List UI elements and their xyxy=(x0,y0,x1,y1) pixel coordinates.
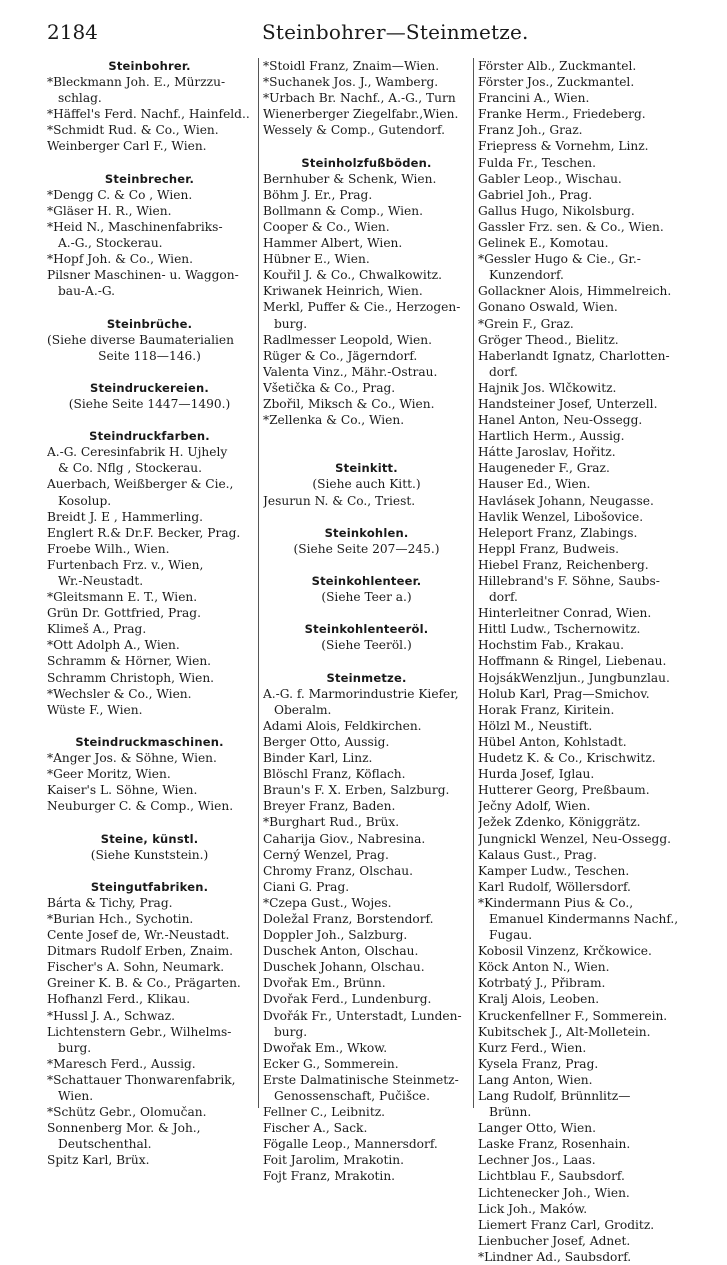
directory-entry: Kriwanek Heinrich, Wien. xyxy=(263,284,423,299)
directory-entry: (Siehe diverse Baumaterialien xyxy=(47,332,234,347)
directory-entry: Ježek Zdenko, Königgrätz. xyxy=(478,815,641,830)
section-heading: Steinmetze. xyxy=(326,670,407,685)
directory-entry: *Grein F., Graz. xyxy=(478,316,574,331)
section-heading: Steinbrecher. xyxy=(104,171,195,186)
directory-entry: Zbořil, Miksch & Co., Wien. xyxy=(263,396,435,411)
entry-continuation: burg. xyxy=(274,1024,308,1039)
directory-entry: Dwořak Em., Wkow. xyxy=(263,1040,388,1055)
directory-entry: *Gläser H. R., Wien. xyxy=(47,203,172,218)
directory-entry: A.-G. f. Marmorindustrie Kiefer, xyxy=(263,686,459,701)
directory-entry: Fellner C., Leibnitz. xyxy=(263,1105,386,1120)
entry-continuation: A.-G., Stockerau. xyxy=(58,236,163,251)
directory-entry: *Zellenka & Co., Wien. xyxy=(263,413,405,428)
directory-entry: Friepress & Vornehm, Linz. xyxy=(478,139,649,154)
directory-entry: Kruckenfellner F., Sommerein. xyxy=(478,1008,668,1023)
directory-entry: Cerný Wenzel, Prag. xyxy=(263,847,389,862)
section-heading: Steinbohrer. xyxy=(108,59,191,73)
directory-entry: Lichtblau F., Saubsdorf. xyxy=(478,1169,625,1184)
directory-entry: Kralj Alois, Leoben. xyxy=(478,992,600,1007)
directory-entry: Haugeneder F., Graz. xyxy=(478,461,610,476)
directory-entry: Hauser Ed., Wien. xyxy=(478,477,591,492)
directory-entry: Blöschl Franz, Köflach. xyxy=(263,767,406,782)
directory-entry: Hátte Jaroslav, Hořitz. xyxy=(478,445,616,460)
entry-continuation: Emanuel Kindermanns Nachf., xyxy=(489,911,679,926)
entry-continuation: bau-A.-G. xyxy=(58,284,116,299)
directory-entry: Spitz Karl, Brüx. xyxy=(47,1153,150,1168)
directory-entry: Gröger Theod., Bielitz. xyxy=(478,332,619,347)
directory-entry: *Häffel's Ferd. Nachf., Hainfeld.. xyxy=(47,107,250,122)
directory-entry: Cente Josef de, Wr.-Neustadt. xyxy=(47,928,230,943)
directory-entry: Kurz Ferd., Wien. xyxy=(478,1040,587,1055)
directory-entry: Fischer's A. Sohn, Neumark. xyxy=(47,960,225,975)
directory-entry: Dvořak Ferd., Lundenburg. xyxy=(263,992,432,1007)
directory-entry: Breidt J. E , Hammerling. xyxy=(47,509,204,524)
directory-entry: A.-G. Ceresinfabrik H. Ujhely xyxy=(47,445,228,460)
directory-entry: Ječny Adolf, Wien. xyxy=(478,799,591,814)
section-heading: Steingutfabriken. xyxy=(90,879,209,894)
directory-entry: Förster Jos., Zuckmantel. xyxy=(478,75,635,90)
page-title: Steinbohrer—Steinmetze. xyxy=(262,20,529,44)
directory-entry: Hillebrand's F. Söhne, Saubs- xyxy=(478,574,660,588)
directory-entry: *Anger Jos. & Söhne, Wien. xyxy=(47,751,217,766)
directory-entry: Hajnik Jos. Wlčkowitz. xyxy=(478,380,617,395)
directory-entry: Gonano Oswald, Wien. xyxy=(478,300,618,315)
directory-entry: Förster Alb., Zuckmantel. xyxy=(478,59,637,73)
spacer xyxy=(47,718,252,734)
directory-entry: Horak Franz, Kiritein. xyxy=(478,702,615,717)
spacer xyxy=(47,155,252,171)
column-right xyxy=(478,58,683,1265)
directory-entry: Hinterleitner Conrad, Wien. xyxy=(478,606,652,621)
column-middle xyxy=(263,58,470,1185)
directory-entry: Langer Otto, Wien. xyxy=(478,1121,596,1136)
directory-entry: Gabriel Joh., Prag. xyxy=(478,187,593,202)
cross-reference: (Siehe Teeröl.) xyxy=(321,638,412,653)
directory-entry: *Burian Hch., Sychotin. xyxy=(47,911,194,926)
directory-entry: Caharija Giov., Nabresina. xyxy=(263,831,426,846)
directory-entry: *Heid N., Maschinenfabriks- xyxy=(47,219,223,234)
entry-continuation: Wien. xyxy=(58,1089,94,1103)
directory-entry: *Kindermann Pius & Co., xyxy=(478,895,634,910)
directory-entry: Gelinek E., Komotau. xyxy=(478,236,609,251)
directory-entry: Kotrbatý J., Přibram. xyxy=(478,976,606,991)
directory-entry: Kamper Ludw., Teschen. xyxy=(478,863,630,878)
directory-entry: Erste Dalmatinische Steinmetz- xyxy=(263,1072,459,1087)
directory-entry: Heppl Franz, Budweis. xyxy=(478,541,620,556)
directory-entry: Auerbach, Weißberger & Cie., xyxy=(47,477,234,492)
directory-entry: Hoffmann & Ringel, Liebenau. xyxy=(478,654,667,669)
directory-entry: Lang Rudolf, Brünnlitz— xyxy=(478,1089,631,1103)
directory-entry: Ditmars Rudolf Erben, Znaim. xyxy=(47,944,234,959)
page-header xyxy=(0,20,727,46)
directory-entry: Hartlich Herm., Aussig. xyxy=(478,429,625,444)
entry-continuation: & Co. Nflg , Stockerau. xyxy=(58,461,202,476)
directory-entry: Berger Otto, Aussig. xyxy=(263,734,390,749)
cross-reference: (Siehe Kunststein.) xyxy=(90,847,209,862)
directory-entry: Karl Rudolf, Wöllersdorf. xyxy=(478,879,631,894)
entry-continuation: burg. xyxy=(274,316,308,331)
directory-entry: Ecker G., Sommerein. xyxy=(263,1056,399,1071)
spacer xyxy=(263,557,470,573)
directory-entry: Lechner Jos., Laas. xyxy=(478,1153,596,1168)
directory-entry: Jesurun N. & Co., Triest. xyxy=(263,493,416,508)
directory-entry: Kobosil Vinzenz, Krčkowice. xyxy=(478,944,652,959)
directory-entry: Rüger & Co., Jägerndorf. xyxy=(263,348,418,363)
directory-entry: *Schattauer Thonwarenfabrik, xyxy=(47,1072,236,1087)
directory-entry: *Maresch Ferd., Aussig. xyxy=(47,1056,196,1071)
directory-entry: *Hopf Joh. & Co., Wien. xyxy=(47,252,194,267)
entry-continuation: Fugau. xyxy=(489,928,533,943)
directory-entry: Hudetz K. & Co., Krischwitz. xyxy=(478,751,656,766)
directory-entry: Valenta Vinz., Mähr.-Ostrau. xyxy=(263,364,438,379)
directory-entry: Chromy Franz, Olschau. xyxy=(263,863,414,878)
directory-entry: Breyer Franz, Baden. xyxy=(263,799,396,814)
directory-entry: Hurda Josef, Iglau. xyxy=(478,767,595,782)
directory-entry: Gollackner Alois, Himmelreich. xyxy=(478,284,672,299)
directory-entry: Gabler Leop., Wischau. xyxy=(478,171,622,186)
directory-entry: Neuburger C. & Comp., Wien. xyxy=(47,799,234,814)
directory-entry: Hofhanzl Ferd., Klikau. xyxy=(47,992,191,1007)
directory-entry: Franz Joh., Graz. xyxy=(478,123,583,138)
directory-entry: *Wechsler & Co., Wien. xyxy=(47,686,192,701)
section-heading: Steinkohlenteeröl. xyxy=(304,622,429,637)
directory-entry: Bollmann & Comp., Wien. xyxy=(263,203,423,218)
directory-entry: Grün Dr. Gottfried, Prag. xyxy=(47,606,201,621)
directory-entry: Schramm & Hörner, Wien. xyxy=(47,654,212,669)
entry-continuation: dorf. xyxy=(489,364,518,379)
entry-continuation: Kosolup. xyxy=(58,493,112,508)
directory-entry: Englert R.& Dr.F. Becker, Prag. xyxy=(47,525,241,540)
directory-entry: Doppler Joh., Salzburg. xyxy=(263,928,408,943)
directory-entry: *Geer Moritz, Wien. xyxy=(47,767,171,782)
section-heading: Steinkitt. xyxy=(335,461,398,476)
column-divider xyxy=(473,58,474,1108)
directory-entry: Liemert Franz Carl, Groditz. xyxy=(478,1217,655,1232)
directory-entry: Braun's F. X. Erben, Salzburg. xyxy=(263,783,450,798)
entry-continuation: Brünn. xyxy=(489,1105,532,1120)
directory-entry: Lick Joh., Maków. xyxy=(478,1201,588,1216)
directory-entry: Všetička & Co., Prag. xyxy=(263,380,396,395)
directory-entry: Greiner K. B. & Co., Prägarten. xyxy=(47,976,241,991)
directory-entry: Jungnickl Wenzel, Neu-Ossegg. xyxy=(478,831,672,846)
directory-entry: *Gleitsmann E. T., Wien. xyxy=(47,590,198,605)
directory-entry: Wienerberger Ziegelfabr.,Wien. xyxy=(263,107,459,122)
directory-entry: *Lindner Ad., Saubsdorf. xyxy=(478,1249,632,1264)
directory-entry: *Ott Adolph A., Wien. xyxy=(47,638,180,653)
spacer xyxy=(47,814,252,830)
directory-entry: Kysela Franz, Prag. xyxy=(478,1056,599,1071)
directory-entry: Froebe Wilh., Wien. xyxy=(47,541,170,556)
directory-entry: Franke Herm., Friedeberg. xyxy=(478,107,646,122)
directory-entry: Dvořák Fr., Unterstadt, Lunden- xyxy=(263,1008,462,1023)
directory-entry: Bernhuber & Schenk, Wien. xyxy=(263,171,437,186)
directory-entry: Lang Anton, Wien. xyxy=(478,1072,593,1087)
entry-continuation: Deutschenthal. xyxy=(58,1137,152,1152)
spacer xyxy=(47,412,252,428)
directory-entry: Hochstim Fab., Krakau. xyxy=(478,638,625,653)
directory-entry: Hammer Albert, Wien. xyxy=(263,236,403,251)
column-divider xyxy=(258,58,259,1108)
directory-entry: Hittl Ludw., Tschernowitz. xyxy=(478,622,641,637)
directory-entry: *Stoidl Franz, Znaim—Wien. xyxy=(263,59,440,73)
directory-entry: Fojt Franz, Mrakotin. xyxy=(263,1169,396,1184)
cross-reference: (Siehe Seite 1447—1490.) xyxy=(68,396,231,411)
directory-entry: Fischer A., Sack. xyxy=(263,1121,368,1136)
directory-entry: Böhm J. Er., Prag. xyxy=(263,187,373,202)
directory-entry: *Schütz Gebr., Olomučan. xyxy=(47,1105,207,1120)
directory-entry: Sonnenberg Mor. & Joh., xyxy=(47,1121,201,1136)
directory-entry: Kaiser's L. Söhne, Wien. xyxy=(47,783,198,798)
directory-entry: Fögalle Leop., Mannersdorf. xyxy=(263,1137,438,1152)
directory-entry: Duschek Anton, Olschau. xyxy=(263,944,419,959)
section-heading: Steindruckmaschinen. xyxy=(75,734,224,749)
page-number: 2184 xyxy=(47,20,98,44)
spacer xyxy=(263,428,470,444)
cross-reference: (Siehe Teer a.) xyxy=(321,590,412,605)
directory-entry: Kouřil J. & Co., Chwalkowitz. xyxy=(263,268,442,283)
section-heading: Steindruckereien. xyxy=(90,380,209,395)
directory-entry: Hiebel Franz, Reichenberg. xyxy=(478,557,649,572)
entry-continuation: Oberalm. xyxy=(274,702,332,717)
section-heading: Steinbrüche. xyxy=(106,316,193,331)
cross-reference: Seite 118—146.) xyxy=(98,348,201,363)
directory-entry: Wessely & Comp., Gutendorf. xyxy=(263,123,445,138)
directory-entry: *Schmidt Rud. & Co., Wien. xyxy=(47,123,219,138)
directory-entry: *Dengg C. & Co , Wien. xyxy=(47,187,193,202)
directory-entry: *Czepa Gust., Wojes. xyxy=(263,895,392,910)
directory-entry: Heleport Franz, Zlabings. xyxy=(478,525,638,540)
section-heading: Steinkohlen. xyxy=(324,525,409,540)
directory-entry: Hutterer Georg, Preßbaum. xyxy=(478,783,650,798)
directory-entry: Hölzl M., Neustift. xyxy=(478,718,593,733)
directory-entry: *Gessler Hugo & Cie., Gr.- xyxy=(478,252,641,267)
directory-entry: Lichtenstern Gebr., Wilhelms- xyxy=(47,1024,232,1039)
directory-entry: Holub Karl, Prag—Smichov. xyxy=(478,686,650,701)
directory-entry: Hanel Anton, Neu-Ossegg. xyxy=(478,413,643,428)
directory-entry: Havlásek Johann, Neugasse. xyxy=(478,493,654,508)
spacer xyxy=(263,605,470,621)
directory-entry: Handsteiner Josef, Unterzell. xyxy=(478,396,658,411)
directory-entry: Adami Alois, Feldkirchen. xyxy=(263,718,422,733)
directory-entry: Gallus Hugo, Nikolsburg. xyxy=(478,203,635,218)
directory-entry: Furtenbach Frz. v., Wien, xyxy=(47,557,204,572)
directory-entry: HojsákWenzljun., Jungbunzlau. xyxy=(478,670,670,685)
spacer xyxy=(263,509,470,525)
cross-reference: (Siehe auch Kitt.) xyxy=(312,477,421,492)
directory-entry: Bárta & Tichy, Prag. xyxy=(47,895,173,910)
spacer xyxy=(47,863,252,879)
directory-entry: Hübner E., Wien. xyxy=(263,252,370,267)
entry-continuation: Kunzendorf. xyxy=(489,268,564,283)
directory-entry: Kubitschek J., Alt-Molletein. xyxy=(478,1024,651,1039)
directory-entry: *Hussl J. A., Schwaz. xyxy=(47,1008,175,1023)
directory-entry: Doležal Franz, Borstendorf. xyxy=(263,911,434,926)
section-heading: Steinholzfußböden. xyxy=(301,155,432,170)
directory-entry: Lienbucher Josef, Adnet. xyxy=(478,1233,631,1248)
directory-entry: Fulda Fr., Teschen. xyxy=(478,155,596,170)
directory-entry: Gassler Frz. sen. & Co., Wien. xyxy=(478,219,664,234)
directory-entry: *Urbach Br. Nachf., A.-G., Turn xyxy=(263,91,456,106)
directory-entry: Klimeš A., Prag. xyxy=(47,622,147,637)
directory-entry: Merkl, Puffer & Cie., Herzogen- xyxy=(263,300,461,315)
directory-entry: *Suchanek Jos. J., Wamberg. xyxy=(263,75,439,90)
directory-entry: Köck Anton N., Wien. xyxy=(478,960,610,975)
entry-continuation: dorf. xyxy=(489,590,518,605)
directory-entry: Lichtenecker Joh., Wien. xyxy=(478,1185,630,1200)
directory-entry: Hübel Anton, Kohlstadt. xyxy=(478,734,627,749)
directory-entry: Cooper & Co., Wien. xyxy=(263,219,390,234)
directory-entry: Ciani G. Prag. xyxy=(263,879,350,894)
spacer xyxy=(263,138,470,154)
directory-entry: Haberlandt Ignatz, Charlotten- xyxy=(478,348,670,363)
directory-entry: Foit Jarolim, Mrakotin. xyxy=(263,1153,405,1168)
entry-continuation: Wr.-Neustadt. xyxy=(58,574,144,588)
directory-entry: Wüste F., Wien. xyxy=(47,702,143,717)
directory-entry: Francini A., Wien. xyxy=(478,91,590,106)
directory-entry: Pilsner Maschinen- u. Waggon- xyxy=(47,268,239,283)
directory-entry: Schramm Christoph, Wien. xyxy=(47,670,215,685)
entry-continuation: Genossenschaft, Pučišce. xyxy=(274,1089,430,1103)
directory-entry: *Burghart Rud., Brüx. xyxy=(263,815,400,830)
section-heading: Steindruckfarben. xyxy=(89,429,210,444)
directory-entry: Dvořak Em., Brünn. xyxy=(263,976,386,991)
spacer xyxy=(263,653,470,669)
spacer xyxy=(47,299,252,315)
directory-entry: Havlik Wenzel, Libošovice. xyxy=(478,509,644,524)
directory-entry: *Bleckmann Joh. E., Mürzzu- xyxy=(47,75,226,90)
entry-continuation: burg. xyxy=(58,1040,92,1055)
entry-continuation: schlag. xyxy=(58,91,102,106)
cross-reference: (Siehe Seite 207—245.) xyxy=(293,541,440,556)
column-left xyxy=(47,58,252,1168)
directory-entry: Binder Karl, Linz. xyxy=(263,751,373,766)
section-heading: Steine, künstl. xyxy=(100,831,199,846)
section-heading: Steinkohlenteer. xyxy=(311,574,422,588)
spacer xyxy=(47,364,252,380)
spacer xyxy=(263,444,470,460)
directory-entry: Radlmesser Leopold, Wien. xyxy=(263,332,432,347)
directory-entry: Duschek Johann, Olschau. xyxy=(263,960,425,975)
directory-entry: Weinberger Carl F., Wien. xyxy=(47,139,207,154)
directory-entry: Laske Franz, Rosenhain. xyxy=(478,1137,631,1152)
directory-entry: Kalaus Gust., Prag. xyxy=(478,847,597,862)
